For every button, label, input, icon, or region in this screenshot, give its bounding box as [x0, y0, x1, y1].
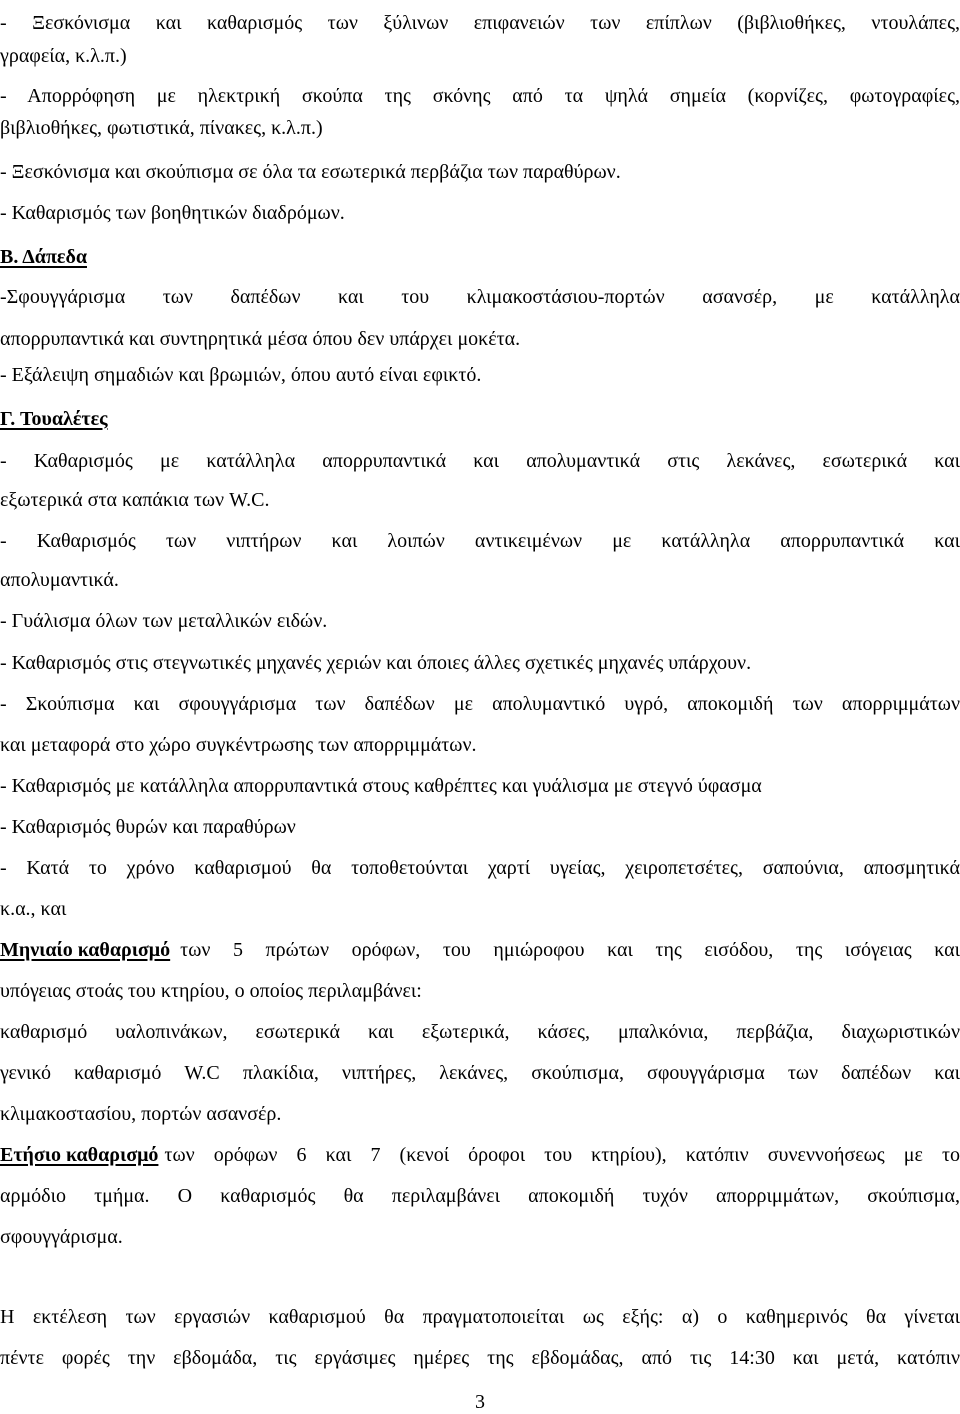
- page-number: 3: [475, 1391, 485, 1413]
- text-line: αρμόδιο τμήμα. Ο καθαρισμός θα περιλαμβάνει αποκομιδή τυχόν απορριμμάτων, σκούπισμα,: [0, 1185, 960, 1207]
- text-line: - Καθαρισμός στις στεγνωτικές μηχανές χεριών και όποιες άλλες σχετικές μηχανές υπάρχουν.: [0, 652, 752, 674]
- text-line: Η εκτέλεση των εργασιών καθαρισμού θα πραγματοποιείται ως εξής: α) ο καθημερινός θα γίνεται: [0, 1306, 960, 1328]
- section-heading: Β. Δάπεδα: [0, 246, 87, 268]
- section-heading: Γ. Τουαλέτες: [0, 408, 108, 430]
- text-line: και μεταφορά στο χώρο συγκέντρωσης των απορριμμάτων.: [0, 734, 477, 756]
- text-line: εξωτερικά στα καπάκια των W.C.: [0, 489, 270, 511]
- text-line: - Γυάλισμα όλων των μεταλλικών ειδών.: [0, 610, 328, 632]
- text-line: γενικό καθαρισμό W.C πλακίδια, νιπτήρες, λεκάνες, σκούπισμα, σφουγγάρισμα των δαπέδων και: [0, 1062, 960, 1084]
- text-line: απορρυπαντικά και συντηρητικά μέσα όπου δεν υπάρχει μοκέτα.: [0, 328, 521, 350]
- text-line: - Σκούπισμα και σφουγγάρισμα των δαπέδων με απολυμαντικό υγρό, αποκομιδή των απορριμμάτων: [0, 693, 960, 715]
- text-line: βιβλιοθήκες, φωτιστικά, πίνακες, κ.λ.π.): [0, 117, 323, 139]
- text-line: των ορόφων 6 και 7 (κενοί όροφοι του κτηρίου), κατόπιν συνεννοήσεως με το: [164, 1144, 960, 1166]
- text-line: - Καθαρισμός θυρών και παραθύρων: [0, 816, 296, 838]
- text-line: - Απορρόφηση με ηλεκτρική σκούπα της σκόνης από τα ψηλά σημεία (κορνίζες, φωτογραφίες,: [0, 85, 960, 107]
- text-line: κ.α., και: [0, 898, 67, 920]
- text-line: των 5 πρώτων ορόφων, του ημιώροφου και της εισόδου, της ισόγειας και: [180, 939, 960, 961]
- yearly-cleaning-heading: Ετήσιο καθαρισμό: [0, 1144, 159, 1166]
- text-line: υπόγειας στοάς του κτηρίου, ο οποίος περιλαμβάνει:: [0, 980, 422, 1002]
- text-line: - Εξάλειψη σημαδιών και βρωμιών, όπου αυτό είναι εφικτό.: [0, 364, 482, 386]
- text-line: - Καθαρισμός με κατάλληλα απορρυπαντικά στους καθρέπτες και γυάλισμα με στεγνό ύφασμα: [0, 775, 762, 797]
- text-line: - Καθαρισμός με κατάλληλα απορρυπαντικά και απολυμαντικά στις λεκάνες, εσωτερικά και: [0, 450, 960, 472]
- yearly-paragraph-line: [0, 1143, 960, 1167]
- text-line: - Καθαρισμός των νιπτήρων και λοιπών αντικειμένων με κατάλληλα απορρυπαντικά και: [0, 530, 960, 552]
- text-line: - Καθαρισμός των βοηθητικών διαδρόμων.: [0, 202, 345, 224]
- text-line: καθαρισμό υαλοπινάκων, εσωτερικά και εξωτερικά, κάσες, μπαλκόνια, περβάζια, διαχωριστικών: [0, 1021, 960, 1043]
- text-line: πέντε φορές την εβδομάδα, τις εργάσιμες ημέρες της εβδομάδας, από τις 14:30 και μετά, κατόπιν: [0, 1347, 960, 1369]
- text-line: -Σφουγγάρισμα των δαπέδων και του κλιμακοστάσιου-πορτών ασανσέρ, με κατάλληλα: [0, 286, 960, 308]
- text-line: γραφεία, κ.λ.π.): [0, 45, 127, 67]
- text-line: - Ξεσκόνισμα και καθαρισμός των ξύλινων επιφανειών των επίπλων (βιβλιοθήκες, ντουλάπες,: [0, 12, 960, 34]
- text-line: - Ξεσκόνισμα και σκούπισμα σε όλα τα εσωτερικά περβάζια των παραθύρων.: [0, 161, 621, 183]
- text-line: κλιμακοστασίου, πορτών ασανσέρ.: [0, 1103, 282, 1125]
- text-line: - Κατά το χρόνο καθαρισμού θα τοποθετούνται χαρτί υγείας, χειροπετσέτες, σαπούνια, αποσμητικά: [0, 857, 960, 879]
- monthly-paragraph-line: [0, 938, 960, 962]
- text-line: απολυμαντικά.: [0, 569, 119, 591]
- monthly-cleaning-heading: Μηνιαίο καθαρισμό: [0, 939, 171, 961]
- text-line: σφουγγάρισμα.: [0, 1226, 123, 1248]
